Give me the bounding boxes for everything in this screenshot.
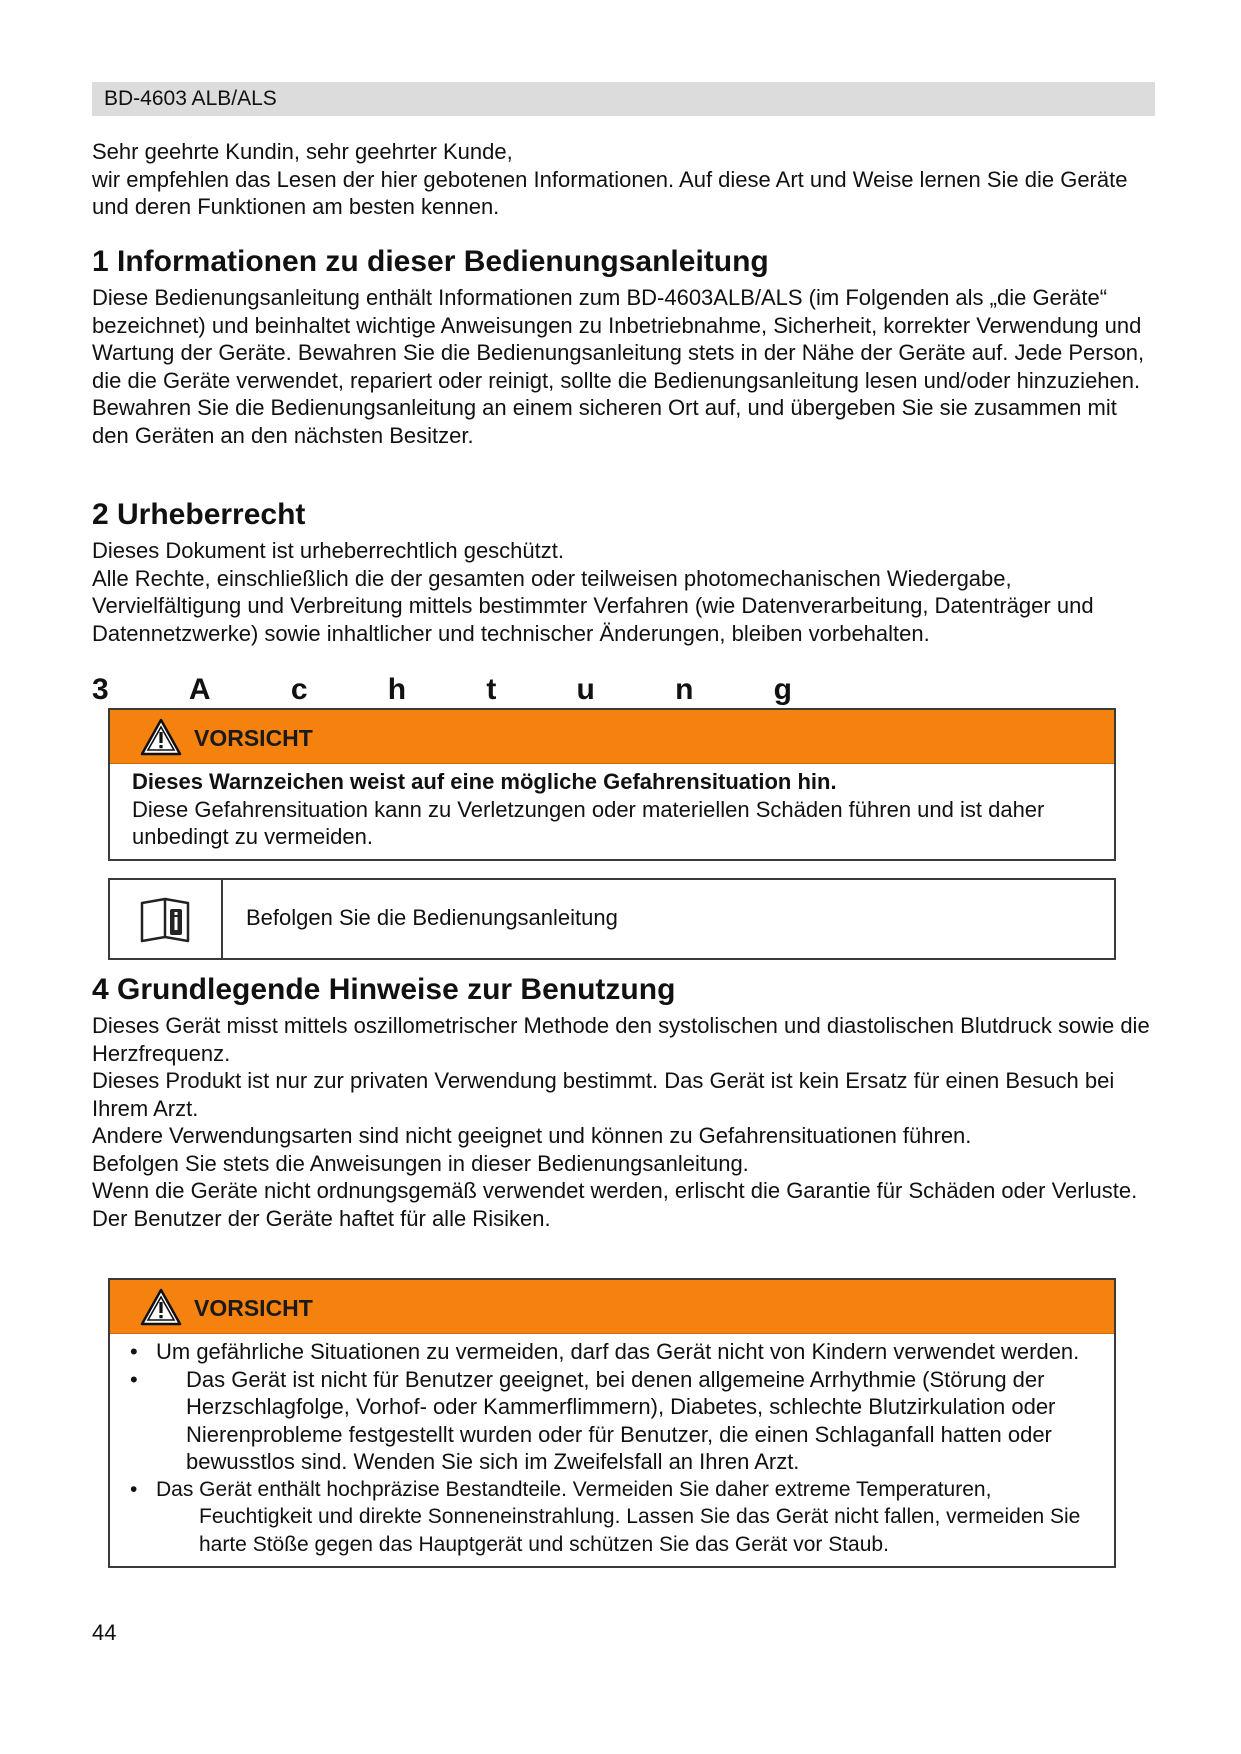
warning-bullet-item bbox=[130, 1338, 1092, 1366]
warning-box-usage bbox=[108, 1278, 1116, 1568]
info-box-manual bbox=[108, 878, 1116, 960]
heading-char: g bbox=[773, 673, 792, 706]
bullet-marker: • bbox=[130, 1366, 138, 1392]
document-header-bar bbox=[92, 82, 1155, 116]
section-2-heading: 2 Urheberrecht bbox=[92, 498, 306, 531]
heading-char: n bbox=[675, 673, 694, 706]
section-2-paragraph: Dieses Dokument ist urheberrechtlich geschützt. bbox=[92, 538, 564, 563]
section-4-body bbox=[92, 1012, 1155, 1232]
section-1-body bbox=[92, 284, 1155, 449]
warning-triangle-icon bbox=[140, 718, 182, 756]
warning-header bbox=[110, 710, 1114, 764]
warning-header bbox=[110, 1280, 1114, 1334]
warning-triangle-icon bbox=[140, 1288, 182, 1326]
heading-char: h bbox=[387, 673, 407, 706]
section-2-body bbox=[92, 537, 1155, 647]
heading-char: t bbox=[486, 673, 497, 706]
heading-char: u bbox=[576, 673, 595, 706]
section-3-heading bbox=[92, 672, 792, 708]
warning-label: VORSICHT bbox=[194, 725, 313, 751]
intro-text: wir empfehlen das Lesen der hier gebotenen Informationen. Auf diese Art und Weise lernen Sie die Geräte und deren Funktionen am besten kennen. bbox=[92, 166, 1128, 219]
warning-bullet-item bbox=[130, 1476, 1092, 1559]
warning-text: Diese Gefahrensituation kann zu Verletzungen oder materiellen Schäden führen und ist daher unbedingt zu vermeiden. bbox=[132, 796, 1045, 849]
warning-bullet-list bbox=[130, 1338, 1092, 1558]
heading-char: A bbox=[188, 673, 211, 706]
section-1-heading: 1 Informationen zu dieser Bedienungsanleitung bbox=[92, 245, 769, 278]
page-number: 44 bbox=[92, 1620, 117, 1645]
document-title: BD-4603 ALB/ALS bbox=[104, 87, 277, 110]
section-4-paragraph: Andere Verwendungsarten sind nicht geeignet und können zu Gefahrensituationen führen. bbox=[92, 1123, 972, 1148]
manual-info-icon bbox=[138, 893, 192, 945]
section-1-paragraph: Diese Bedienungsanleitung enthält Informationen zum BD-4603ALB/ALS (im Folgenden als „die Geräte“ bezeichnet) und beinhaltet wichtige Anweisungen zu Inbetriebnahme, Sicherheit, korrekter Verwendung und Wartung der Geräte. Bewahren Sie die Bedienungsanleitung stets in der Nähe der Geräte auf. Jede Person, die die Geräte verwendet, repariert oder reinigt, sollte die Bedienungsanleitung lesen und/oder hinzuziehen. bbox=[92, 285, 1145, 393]
section-4-paragraph: Dieses Produkt ist nur zur privaten Verwendung bestimmt. Das Gerät ist kein Ersatz für einen Besuch bei Ihrem Arzt. bbox=[92, 1068, 1115, 1121]
heading-char: c bbox=[290, 673, 308, 706]
info-text: Befolgen Sie die Bedienungsanleitung bbox=[246, 905, 618, 930]
warning-body bbox=[110, 764, 1114, 859]
section-2-paragraph: Alle Rechte, einschließlich die der gesamten oder teilweisen photomechanischen Wiedergabe, Vervielfältigung und Verbreitung mittels bestimmter Verfahren (wie Datenverarbeitung, Datenträger und Datennetzwerke) sowie inhaltlicher und technischer Änderungen, bleiben vorbehalten. bbox=[92, 565, 1094, 646]
bullet-marker: • bbox=[130, 1477, 138, 1501]
warning-body bbox=[110, 1334, 1114, 1566]
info-icon-cell bbox=[110, 880, 223, 958]
warning-box-general bbox=[108, 708, 1116, 861]
bullet-text: Das Gerät enthält hochpräzise Bestandteile. Vermeiden Sie daher extreme Temperaturen, Feuchtigkeit und direkte Sonneneinstrahlung. Lassen Sie das Gerät nicht fallen, vermeiden Sie harte Stöße gegen das Hauptgerät und schützen Sie das Gerät vor Staub. bbox=[156, 1477, 1081, 1556]
section-4-paragraph: Der Benutzer der Geräte haftet für alle Risiken. bbox=[92, 1205, 551, 1231]
warning-bold-text: Dieses Warnzeichen weist auf eine mögliche Gefahrensituation hin. bbox=[132, 769, 837, 794]
warning-label: VORSICHT bbox=[194, 1295, 313, 1321]
intro-block bbox=[92, 138, 1155, 221]
section-4-paragraph: Wenn die Geräte nicht ordnungsgemäß verwendet werden, erlischt die Garantie für Schäden oder Verluste. bbox=[92, 1178, 1138, 1203]
warning-bullet-item bbox=[130, 1366, 1092, 1476]
section-1-paragraph: Bewahren Sie die Bedienungsanleitung an einem sicheren Ort auf, und übergeben Sie sie zusammen mit den Geräten an den nächsten Besitzer. bbox=[92, 395, 1117, 448]
intro-salutation: Sehr geehrte Kundin, sehr geehrter Kunde, bbox=[92, 139, 513, 164]
bullet-marker: • bbox=[130, 1339, 138, 1364]
section-4-paragraph: Dieses Gerät misst mittels oszillometrischer Methode den systolischen und diastolischen Blutdruck sowie die Herzfrequenz. bbox=[92, 1013, 1150, 1066]
heading-char: 3 bbox=[92, 673, 109, 706]
section-4-paragraph: Befolgen Sie stets die Anweisungen in dieser Bedienungsanleitung. bbox=[92, 1150, 749, 1176]
bullet-text: Um gefährliche Situationen zu vermeiden, darf das Gerät nicht von Kindern verwendet werden. bbox=[156, 1339, 1080, 1364]
bullet-text: Das Gerät ist nicht für Benutzer geeignet, bei denen allgemeine Arrhythmie (Störung der Herzschlagfolge, Vorhof- oder Kammerflimmern), Diabetes, schlechte Blutzirkulation oder Nierenprobleme festgestellt wurden oder für Benutzer, die einen Schlaganfall hatten oder bewusstlos sind. Wenden Sie sich im Zweifelsfall an Ihren Arzt. bbox=[186, 1366, 1056, 1474]
section-4-heading: 4 Grundlegende Hinweise zur Benutzung bbox=[92, 973, 676, 1006]
